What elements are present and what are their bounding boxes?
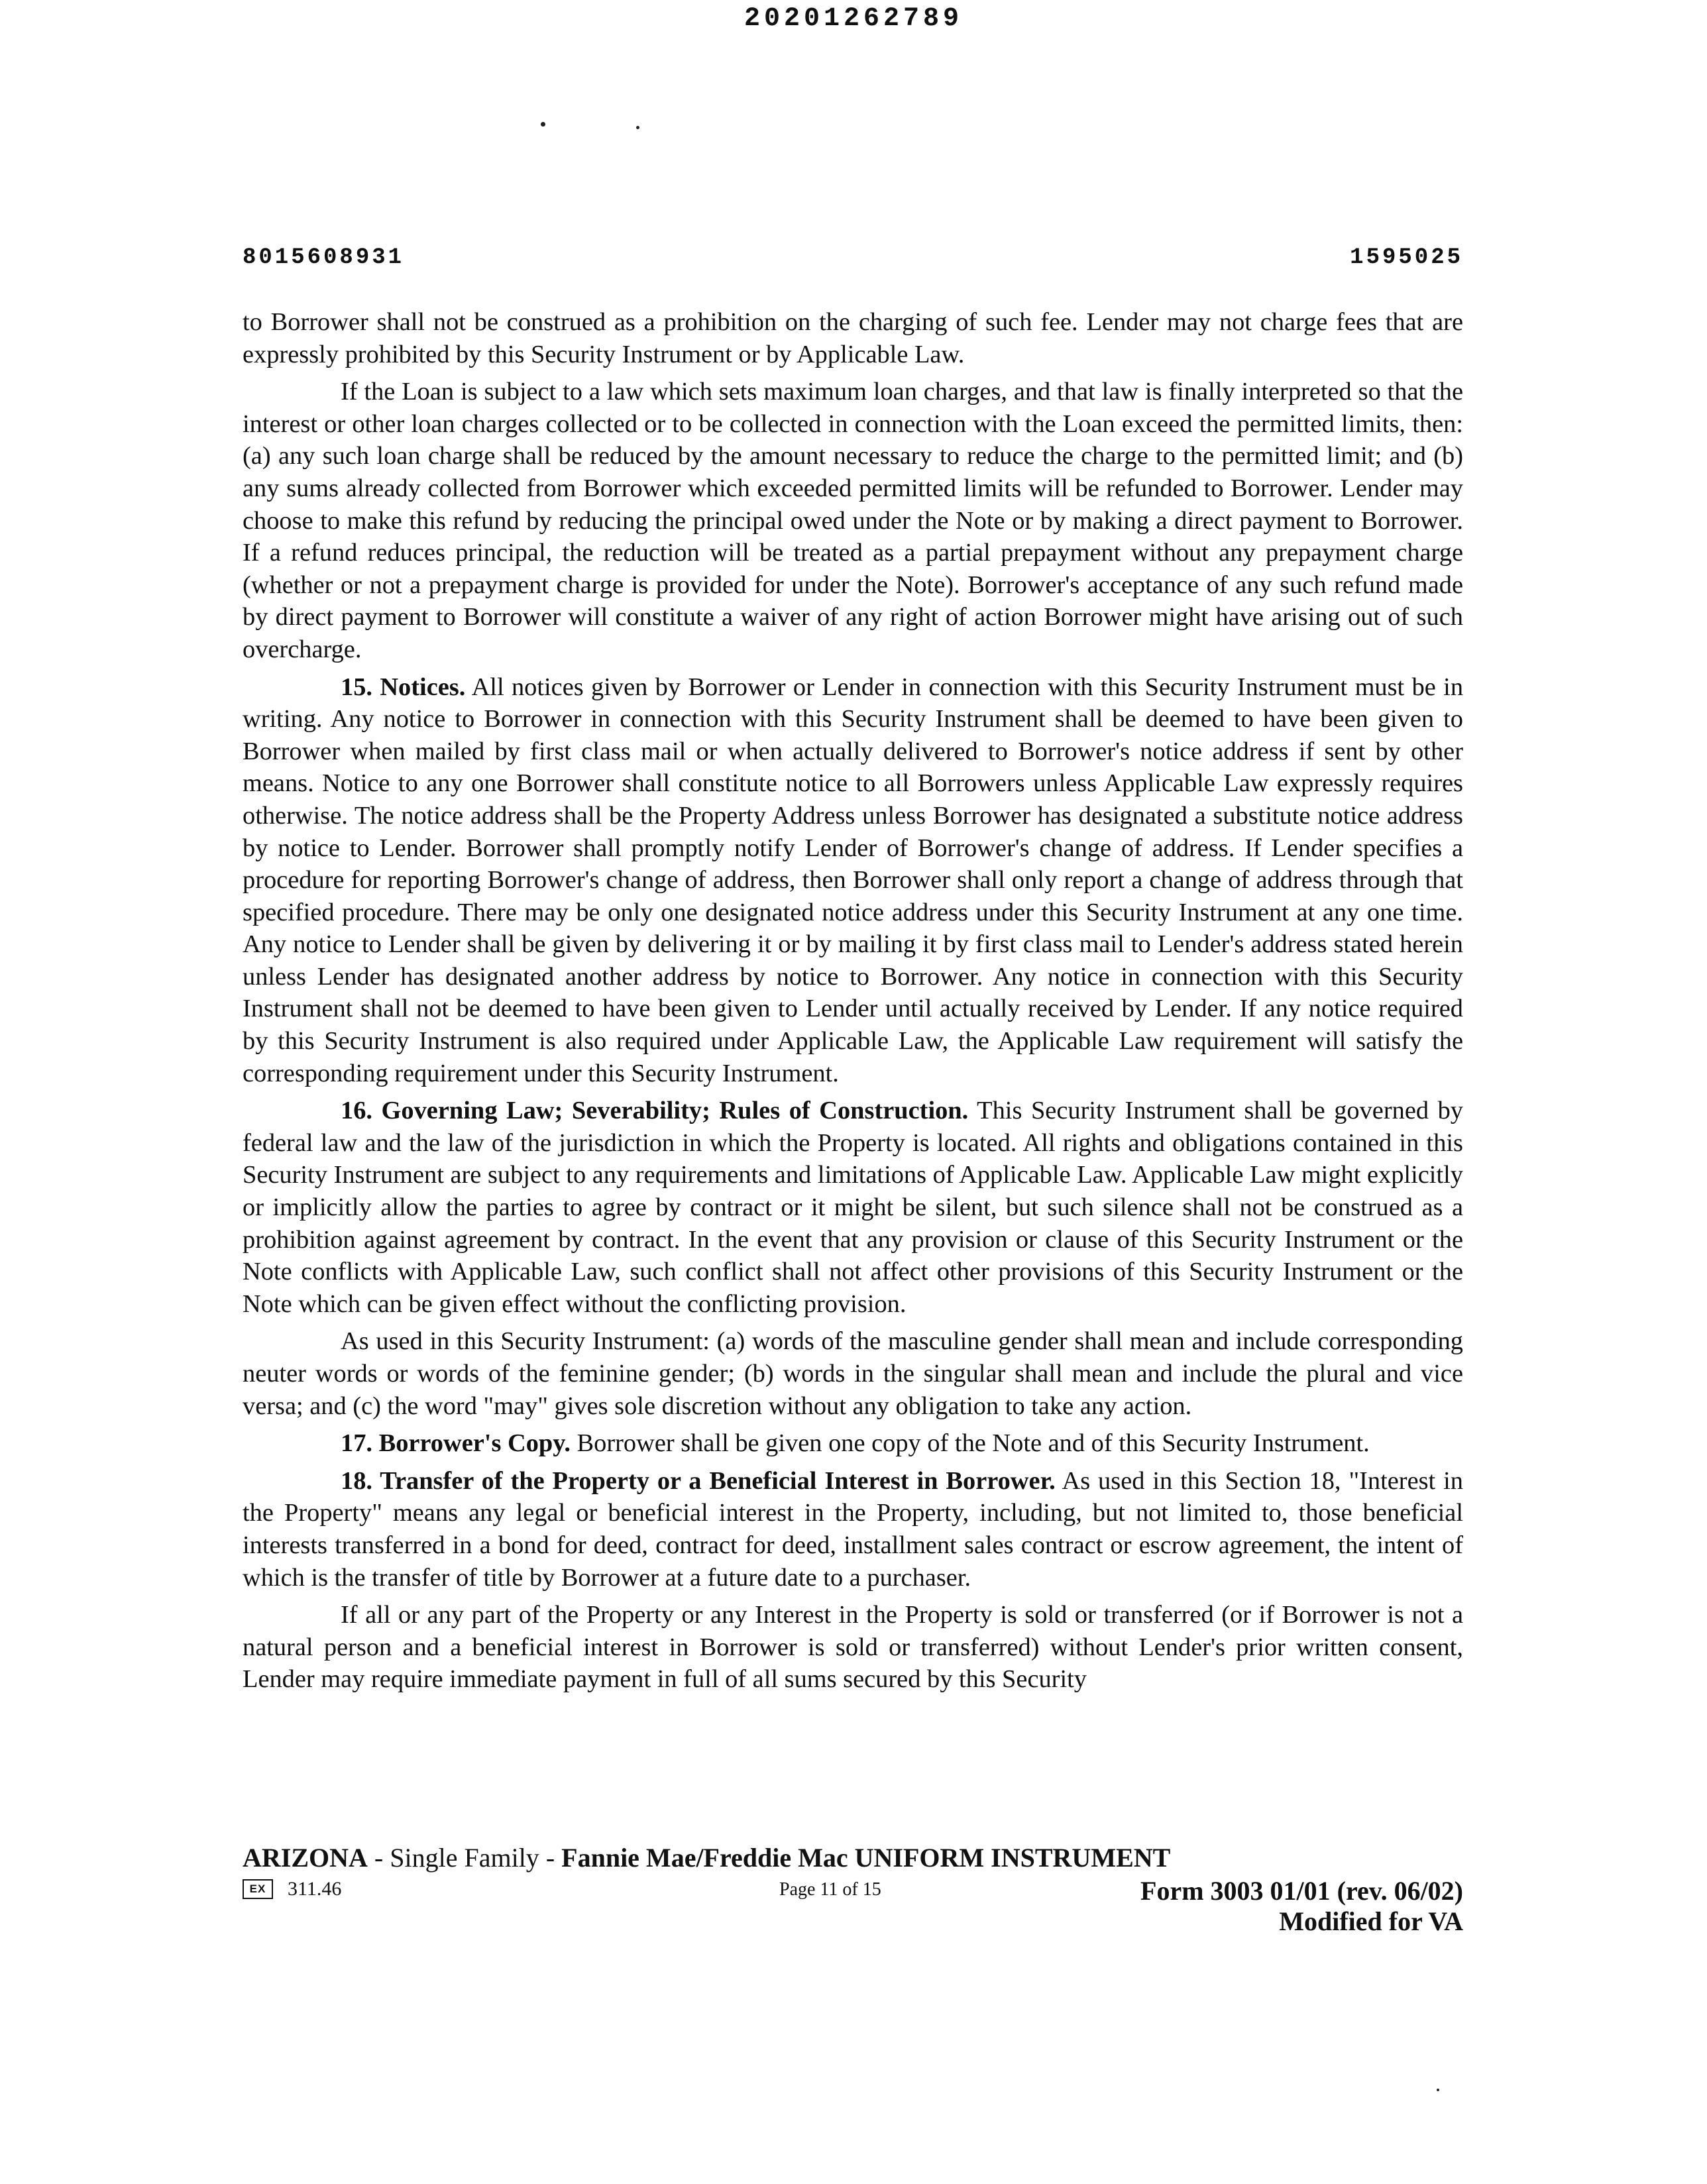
footer-instrument-line <box>243 1842 1463 1874</box>
form-code: 311.46 <box>288 1878 342 1900</box>
footer-property-type: Single Family <box>390 1843 539 1873</box>
footer-separator: - <box>367 1843 390 1873</box>
paragraph-usage: As used in this Security Instrument: (a) words of the masculine gender shall mean and include corresponding neuter words or words of the feminine gender; (b) words in the singular shall mean and include the plural and vice versa; and (c) the word "may" gives sole discretion without any obligation to take any action. <box>243 1327 1463 1420</box>
modified-note: Modified for VA <box>1279 1906 1463 1936</box>
form-number: Form 3003 01/01 (rev. 06/02) <box>1140 1876 1463 1906</box>
section-15-notices <box>243 671 1463 1090</box>
page-footer <box>243 1842 1463 1938</box>
section-16-text: This Security Instrument shall be governed by federal law and the law of the jurisdiction in which the Property is located. All rights and obligations contained in this Security Instrument are subject to any requirements and limitations of Applicable Law. Applicable Law might explicitly or implicitly allow the parties to agree by contract or it might be silent, but such silence shall not be construed as a prohibition against agreement by contract. In the event that any provision or clause of this Security Instrument or the Note conflicts with Applicable Law, such conflict shall not affect other provisions of this Security Instrument or the Note which can be given effect without the conflicting provision. <box>243 1097 1464 1318</box>
ex-logo-icon: EX <box>243 1879 273 1899</box>
page-number: Page 11 of 15 <box>779 1879 881 1900</box>
footer-state: ARIZONA <box>243 1843 368 1873</box>
paragraph-transfer: If all or any part of the Property or any Interest in the Property is sold or transferred (or if Borrower is not a natural person and a beneficial interest in Borrower is sold or transferred) without Lender's prior written consent, Lender may require immediate payment in full of all sums secured by this Security <box>243 1601 1463 1694</box>
form-code-group <box>243 1878 341 1900</box>
footer-form-row <box>243 1875 1463 1906</box>
section-15-text: All notices given by Borrower or Lender in connection with this Security Instrument must be in writing. Any notice to Borrower in connection with this Security Instrument shall be deemed to have been given to Borrower when mailed by first class mail or when actually delivered to Borrower's notice address if sent by other means. Notice to any one Borrower shall constitute notice to all Borrowers unless Applicable Law expressly requires otherwise. The notice address shall be the Property Address unless Borrower has designated a substitute notice address by notice to Lender. Borrower shall promptly notify Lender of Borrower's change of address. If Lender specifies a procedure for reporting Borrower's change of address, then Borrower shall only report a change of address through that specified procedure. There may be only one designated notice address under this Security Instrument at any one time. Any notice to Lender shall be given by delivering it or by mailing it by first class mail to Lender's address stated herein unless Lender has designated another address by notice to Borrower. Any notice in connection with this Security Instrument shall not be deemed to have been given to Lender until actually received by Lender. If any notice required by this Security Instrument is also required under Applicable Law, the Applicable Law requirement will satisfy the corresponding requirement under this Security Instrument. <box>243 673 1464 1087</box>
paragraph-loan-charges: If the Loan is subject to a law which sets maximum loan charges, and that law is finally interpreted so that the interest or other loan charges collected or to be collected in connection with the Loan exceed the permitted limits, then: (a) any such loan charge shall be reduced by the amount necessary to reduce the charge to the permitted limit; and (b) any sums already collected from Borrower which exceeded permitted limits will be refunded to Borrower. Lender may choose to make this refund by reducing the principal owed under the Note or by making a direct payment to Borrower. If a refund reduces principal, the reduction will be treated as a partial prepayment without any prepayment charge (whether or not a prepayment charge is provided for under the Note). Borrower's acceptance of any such refund made by direct payment to Borrower will constitute a waiver of any right of action Borrower might have arising out of such overcharge. <box>243 378 1463 663</box>
section-17-heading: 17. Borrower's Copy. <box>341 1429 571 1458</box>
footer-separator: - <box>539 1843 562 1873</box>
section-17-borrowers-copy <box>243 1427 1463 1460</box>
recording-number: 20201262789 <box>743 4 964 34</box>
footer-instrument-name: Fannie Mae/Freddie Mac UNIFORM INSTRUMENT <box>561 1843 1171 1873</box>
section-18-heading: 18. Transfer of the Property or a Beneficial Interest in Borrower. <box>341 1466 1056 1495</box>
section-16-heading: 16. Governing Law; Severability; Rules of Construction. <box>341 1097 969 1125</box>
section-17-text: Borrower shall be given one copy of the Note and of this Security Instrument. <box>577 1429 1370 1458</box>
scan-speck <box>1437 2089 1439 2091</box>
loan-number: 8015608931 <box>243 245 405 270</box>
section-16-governing-law <box>243 1095 1463 1320</box>
section-15-heading: 15. Notices. <box>341 673 466 701</box>
page-header <box>243 245 1463 270</box>
document-id: 1595025 <box>1350 245 1463 270</box>
document-body <box>243 306 1463 1701</box>
scan-speck <box>636 126 639 129</box>
paragraph-continuation: to Borrower shall not be construed as a prohibition on the charging of such fee. Lender may not charge fees that are expressly prohibited by this Security Instrument or by Applicable Law. <box>243 308 1463 368</box>
section-18-text: As used in this Section 18, "Interest in the Property" means any legal or beneficial interest in the Property, including, but not limited to, those beneficial interests transferred in a bond for deed, contract for deed, installment sales contract or escrow agreement, the intent of which is the transfer of title by Borrower at a future date to a purchaser. <box>243 1466 1463 1592</box>
section-18-transfer <box>243 1465 1463 1594</box>
scan-speck <box>541 122 545 127</box>
